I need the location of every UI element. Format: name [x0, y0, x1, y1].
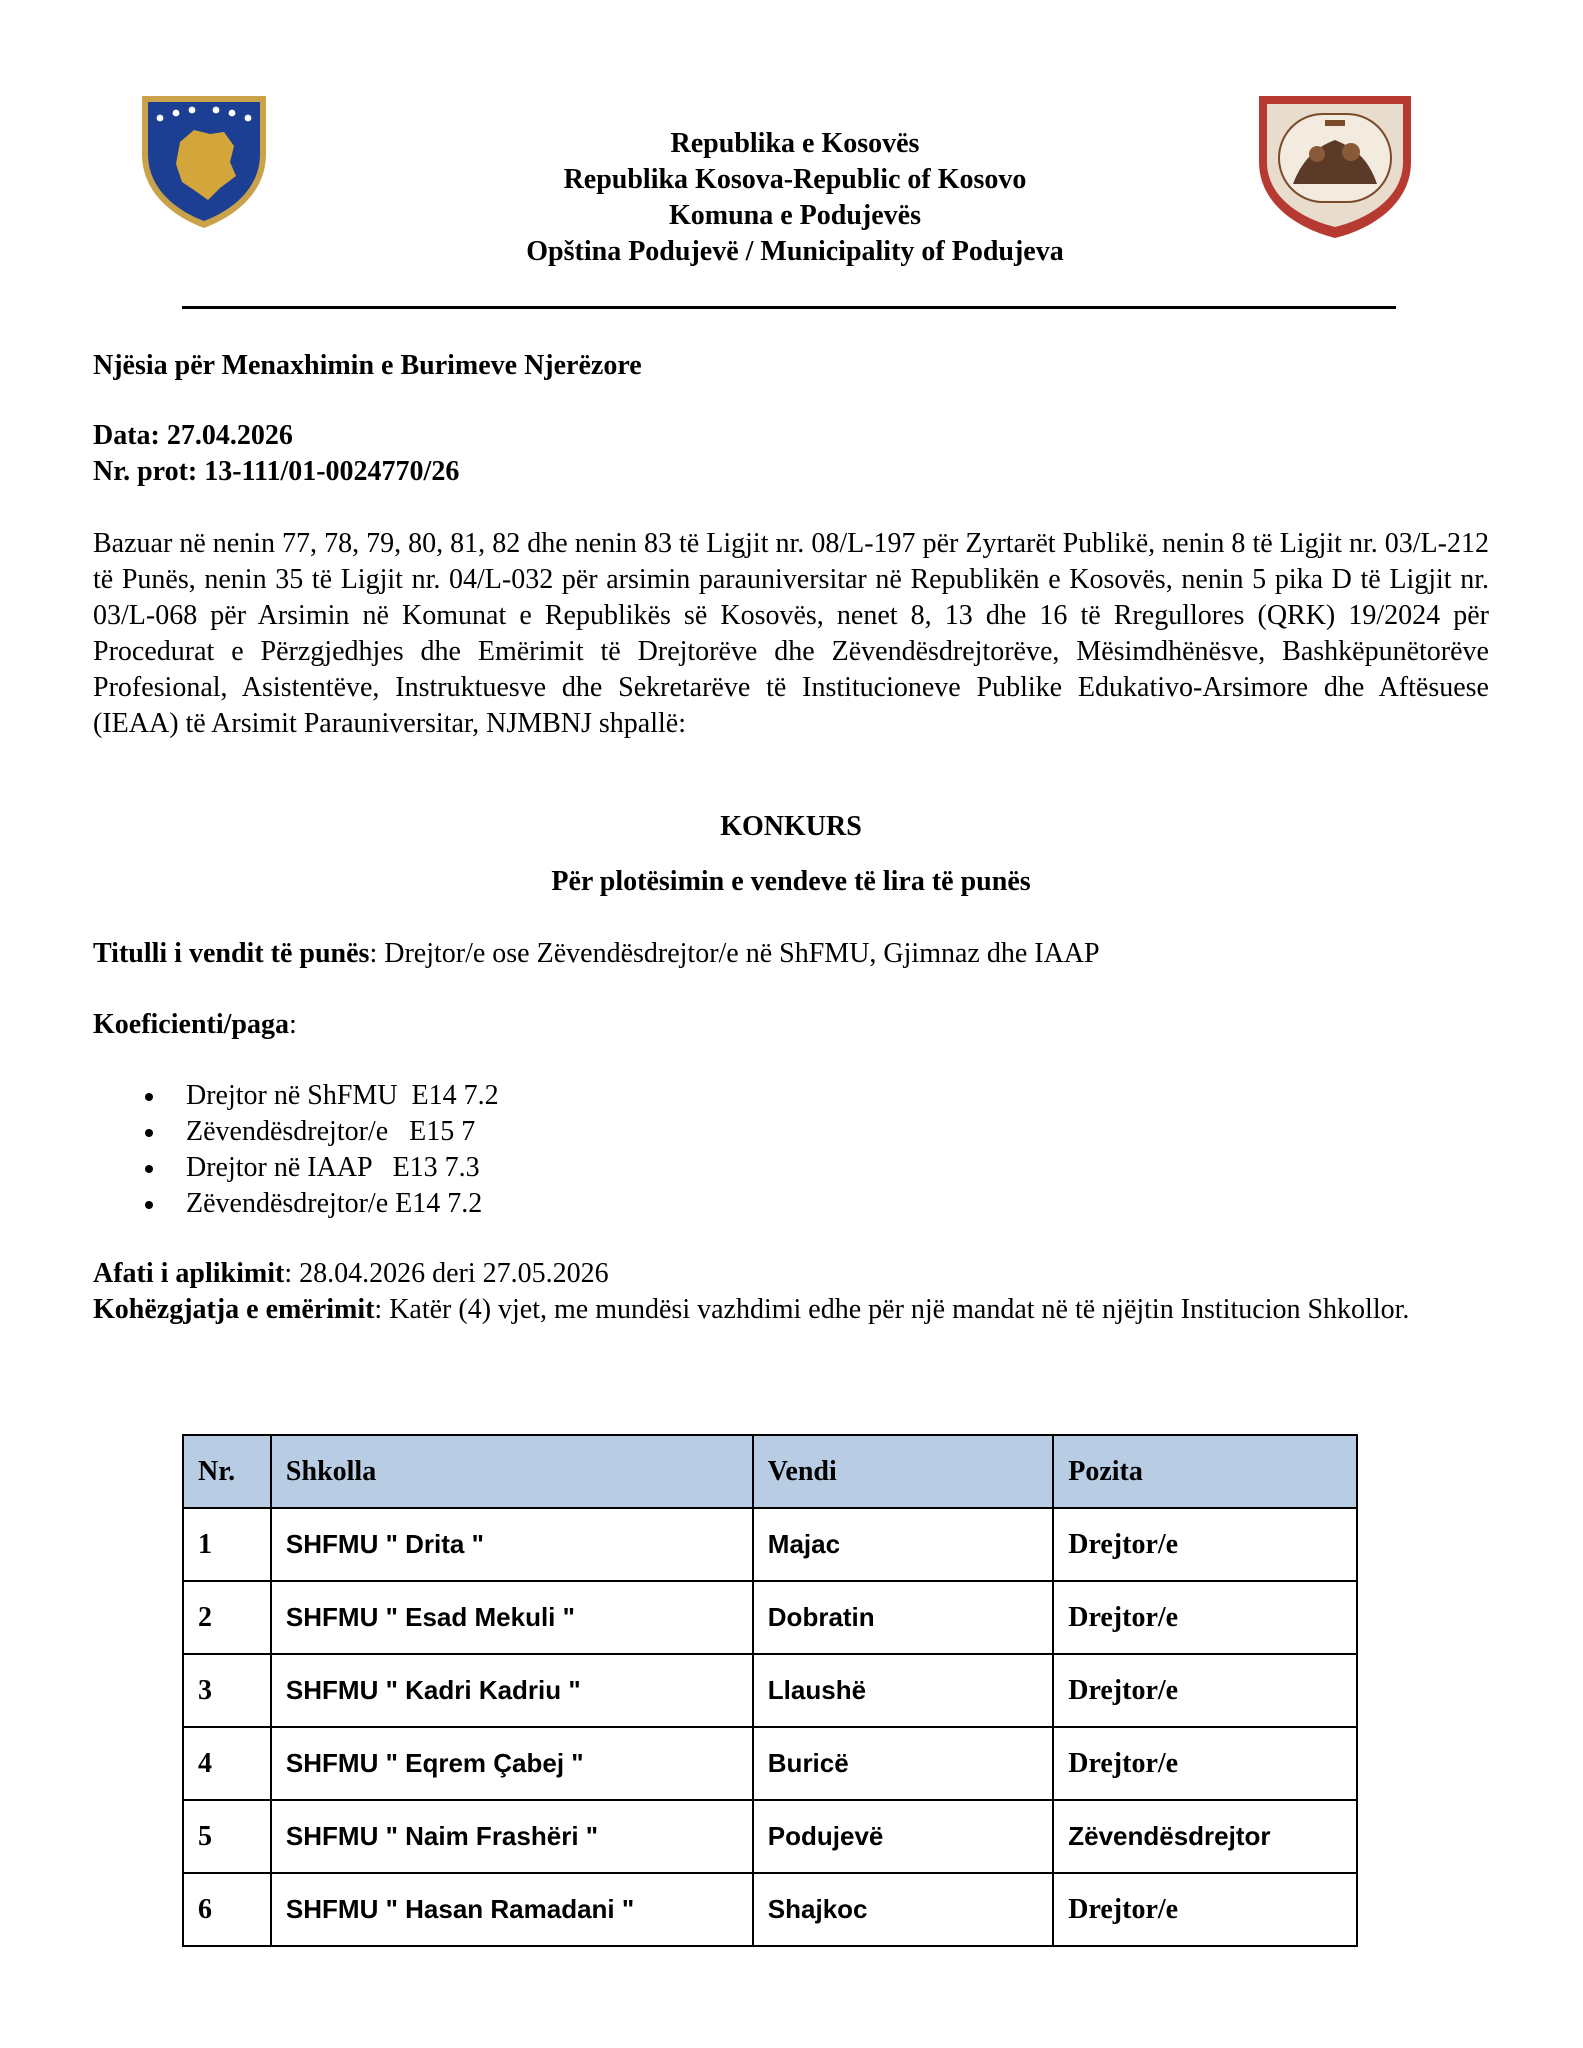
- job-title-line: [93, 936, 1489, 972]
- schools-table: [182, 1434, 1358, 1947]
- duration-value: : Katër (4) vjet, me mundësi vazhdimi edhe për një mandat në të njëjtin Institucion Shkollor.: [374, 1294, 1410, 1325]
- school-place: Buricë: [753, 1727, 1053, 1800]
- header-line: Republika Kosova-Republic of Kosovo: [563, 164, 1027, 195]
- school-name: SHFMU " Kadri Kadriu ": [271, 1654, 753, 1727]
- school-name: SHFMU " Esad Mekuli ": [271, 1581, 753, 1654]
- column-header-school: Shkolla: [271, 1435, 753, 1508]
- column-header-nr: Nr.: [183, 1435, 271, 1508]
- bullet-icon: [145, 1201, 153, 1209]
- coefficient-item: [93, 1150, 499, 1186]
- school-position: Drejtor/e: [1053, 1581, 1357, 1654]
- table-row: [183, 1581, 1357, 1654]
- intro-paragraph: Bazuar në nenin 77, 78, 79, 80, 81, 82 dhe nenin 83 të Ligjit nr. 08/L-197 për Zyrtarët Publikë, nenin 8 të Ligjit nr. 03/L-212 të Punës, nenin 35 të Ligjit nr. 04/L-032 për arsimin parauniversitar në Republikën e Kosovës, nenin 5 pika D të Ligjit nr. 03/L-068 për Arsimin në Komunat e Republikës së Kosovës, nenet 8, 13 dhe 16 të Rregullores (QRK) 19/2024 për Procedurat e Përzgjedhjes dhe Emërimit të Drejtorëve dhe Zëvendësdrejtorëve, Mësimdhënësve, Bashkëpunëtorëve Profesional, Asistentëve, Instruktuesve dhe Sekretarëve të Institucioneve Publike Edukativo-Arsimore dhe Aftësuese (IEAA) të Arsimit Parauniversitar, NJMBNJ shpallë:: [93, 528, 1489, 739]
- bullet-icon: [145, 1165, 153, 1173]
- school-name: SHFMU " Hasan Ramadani ": [271, 1873, 753, 1946]
- column-header-place: Vendi: [753, 1435, 1053, 1508]
- unit-name: Njësia për Menaxhimin e Burimeve Njerëzore: [93, 350, 642, 381]
- coefficient-item: [93, 1114, 499, 1150]
- school-name: SHFMU " Drita ": [271, 1508, 753, 1581]
- coefficient-item: [93, 1186, 499, 1222]
- coefficient-label: Koeficienti/paga: [93, 1009, 289, 1040]
- coefficient-item-text: Zëvendësdrejtor/e E14 7.2: [186, 1188, 483, 1219]
- deadline-label: Afati i aplikimit: [93, 1258, 285, 1289]
- table-header-row: [183, 1435, 1357, 1508]
- protocol-number: Nr. prot: 13-111/01-0024770/26: [93, 456, 460, 487]
- coefficient-list: [93, 1078, 499, 1222]
- bullet-icon: [145, 1093, 153, 1101]
- table-row: [183, 1508, 1357, 1581]
- school-name: SHFMU " Eqrem Çabej ": [271, 1727, 753, 1800]
- table-row: [183, 1654, 1357, 1727]
- school-place: Dobratin: [753, 1581, 1053, 1654]
- row-number: 1: [183, 1508, 271, 1581]
- coefficient-item-text: Drejtor në IAAP E13 7.3: [186, 1152, 480, 1183]
- podujeva-municipality-emblem-icon: [1255, 92, 1415, 240]
- school-place: Shajkoc: [753, 1873, 1053, 1946]
- deadline-line: [93, 1256, 1489, 1292]
- header-line: Republika e Kosovës: [670, 128, 920, 159]
- school-position: Drejtor/e: [1053, 1508, 1357, 1581]
- row-number: 2: [183, 1581, 271, 1654]
- document-subtitle: Për plotësimin e vendeve të lira të punës: [551, 866, 1031, 897]
- row-number: 3: [183, 1654, 271, 1727]
- school-position: Drejtor/e: [1053, 1654, 1357, 1727]
- document-header: [400, 126, 1190, 270]
- header-line: Komuna e Podujevës: [669, 200, 921, 231]
- document-title: KONKURS: [720, 811, 862, 842]
- coefficient-item-text: Drejtor në ShFMU E14 7.2: [186, 1080, 499, 1111]
- job-title-label: Titulli i vendit të punës: [93, 938, 370, 969]
- job-title-value: : Drejtor/e ose Zëvendësdrejtor/e në ShFMU, Gjimnaz dhe IAAP: [369, 938, 1100, 969]
- table-row: [183, 1727, 1357, 1800]
- table-row: [183, 1873, 1357, 1946]
- school-position: Drejtor/e: [1053, 1727, 1357, 1800]
- school-place: Llaushë: [753, 1654, 1053, 1727]
- school-position: Drejtor/e: [1053, 1873, 1357, 1946]
- header-line: Opština Podujevë / Municipality of Podujeva: [526, 236, 1064, 267]
- bullet-icon: [145, 1129, 153, 1137]
- column-header-position: Pozita: [1053, 1435, 1357, 1508]
- deadline-value: : 28.04.2026 deri 27.05.2026: [284, 1258, 609, 1289]
- document-date: Data: 27.04.2026: [93, 420, 293, 451]
- school-name: SHFMU " Naim Frashëri ": [271, 1800, 753, 1873]
- kosovo-coat-of-arms-icon: [136, 92, 272, 232]
- row-number: 6: [183, 1873, 271, 1946]
- coefficient-item-text: Zëvendësdrejtor/e E15 7: [186, 1116, 476, 1147]
- coefficient-line: [93, 1007, 1489, 1043]
- row-number: 5: [183, 1800, 271, 1873]
- coefficient-item: [93, 1078, 499, 1114]
- school-position: Zëvendësdrejtor: [1053, 1800, 1357, 1873]
- row-number: 4: [183, 1727, 271, 1800]
- coefficient-suffix: :: [288, 1009, 297, 1040]
- school-place: Majac: [753, 1508, 1053, 1581]
- school-place: Podujevë: [753, 1800, 1053, 1873]
- header-divider: [182, 306, 1396, 309]
- duration-label: Kohëzgjatja e emërimit: [93, 1294, 375, 1325]
- table-row: [183, 1800, 1357, 1873]
- duration-line: [93, 1292, 1489, 1328]
